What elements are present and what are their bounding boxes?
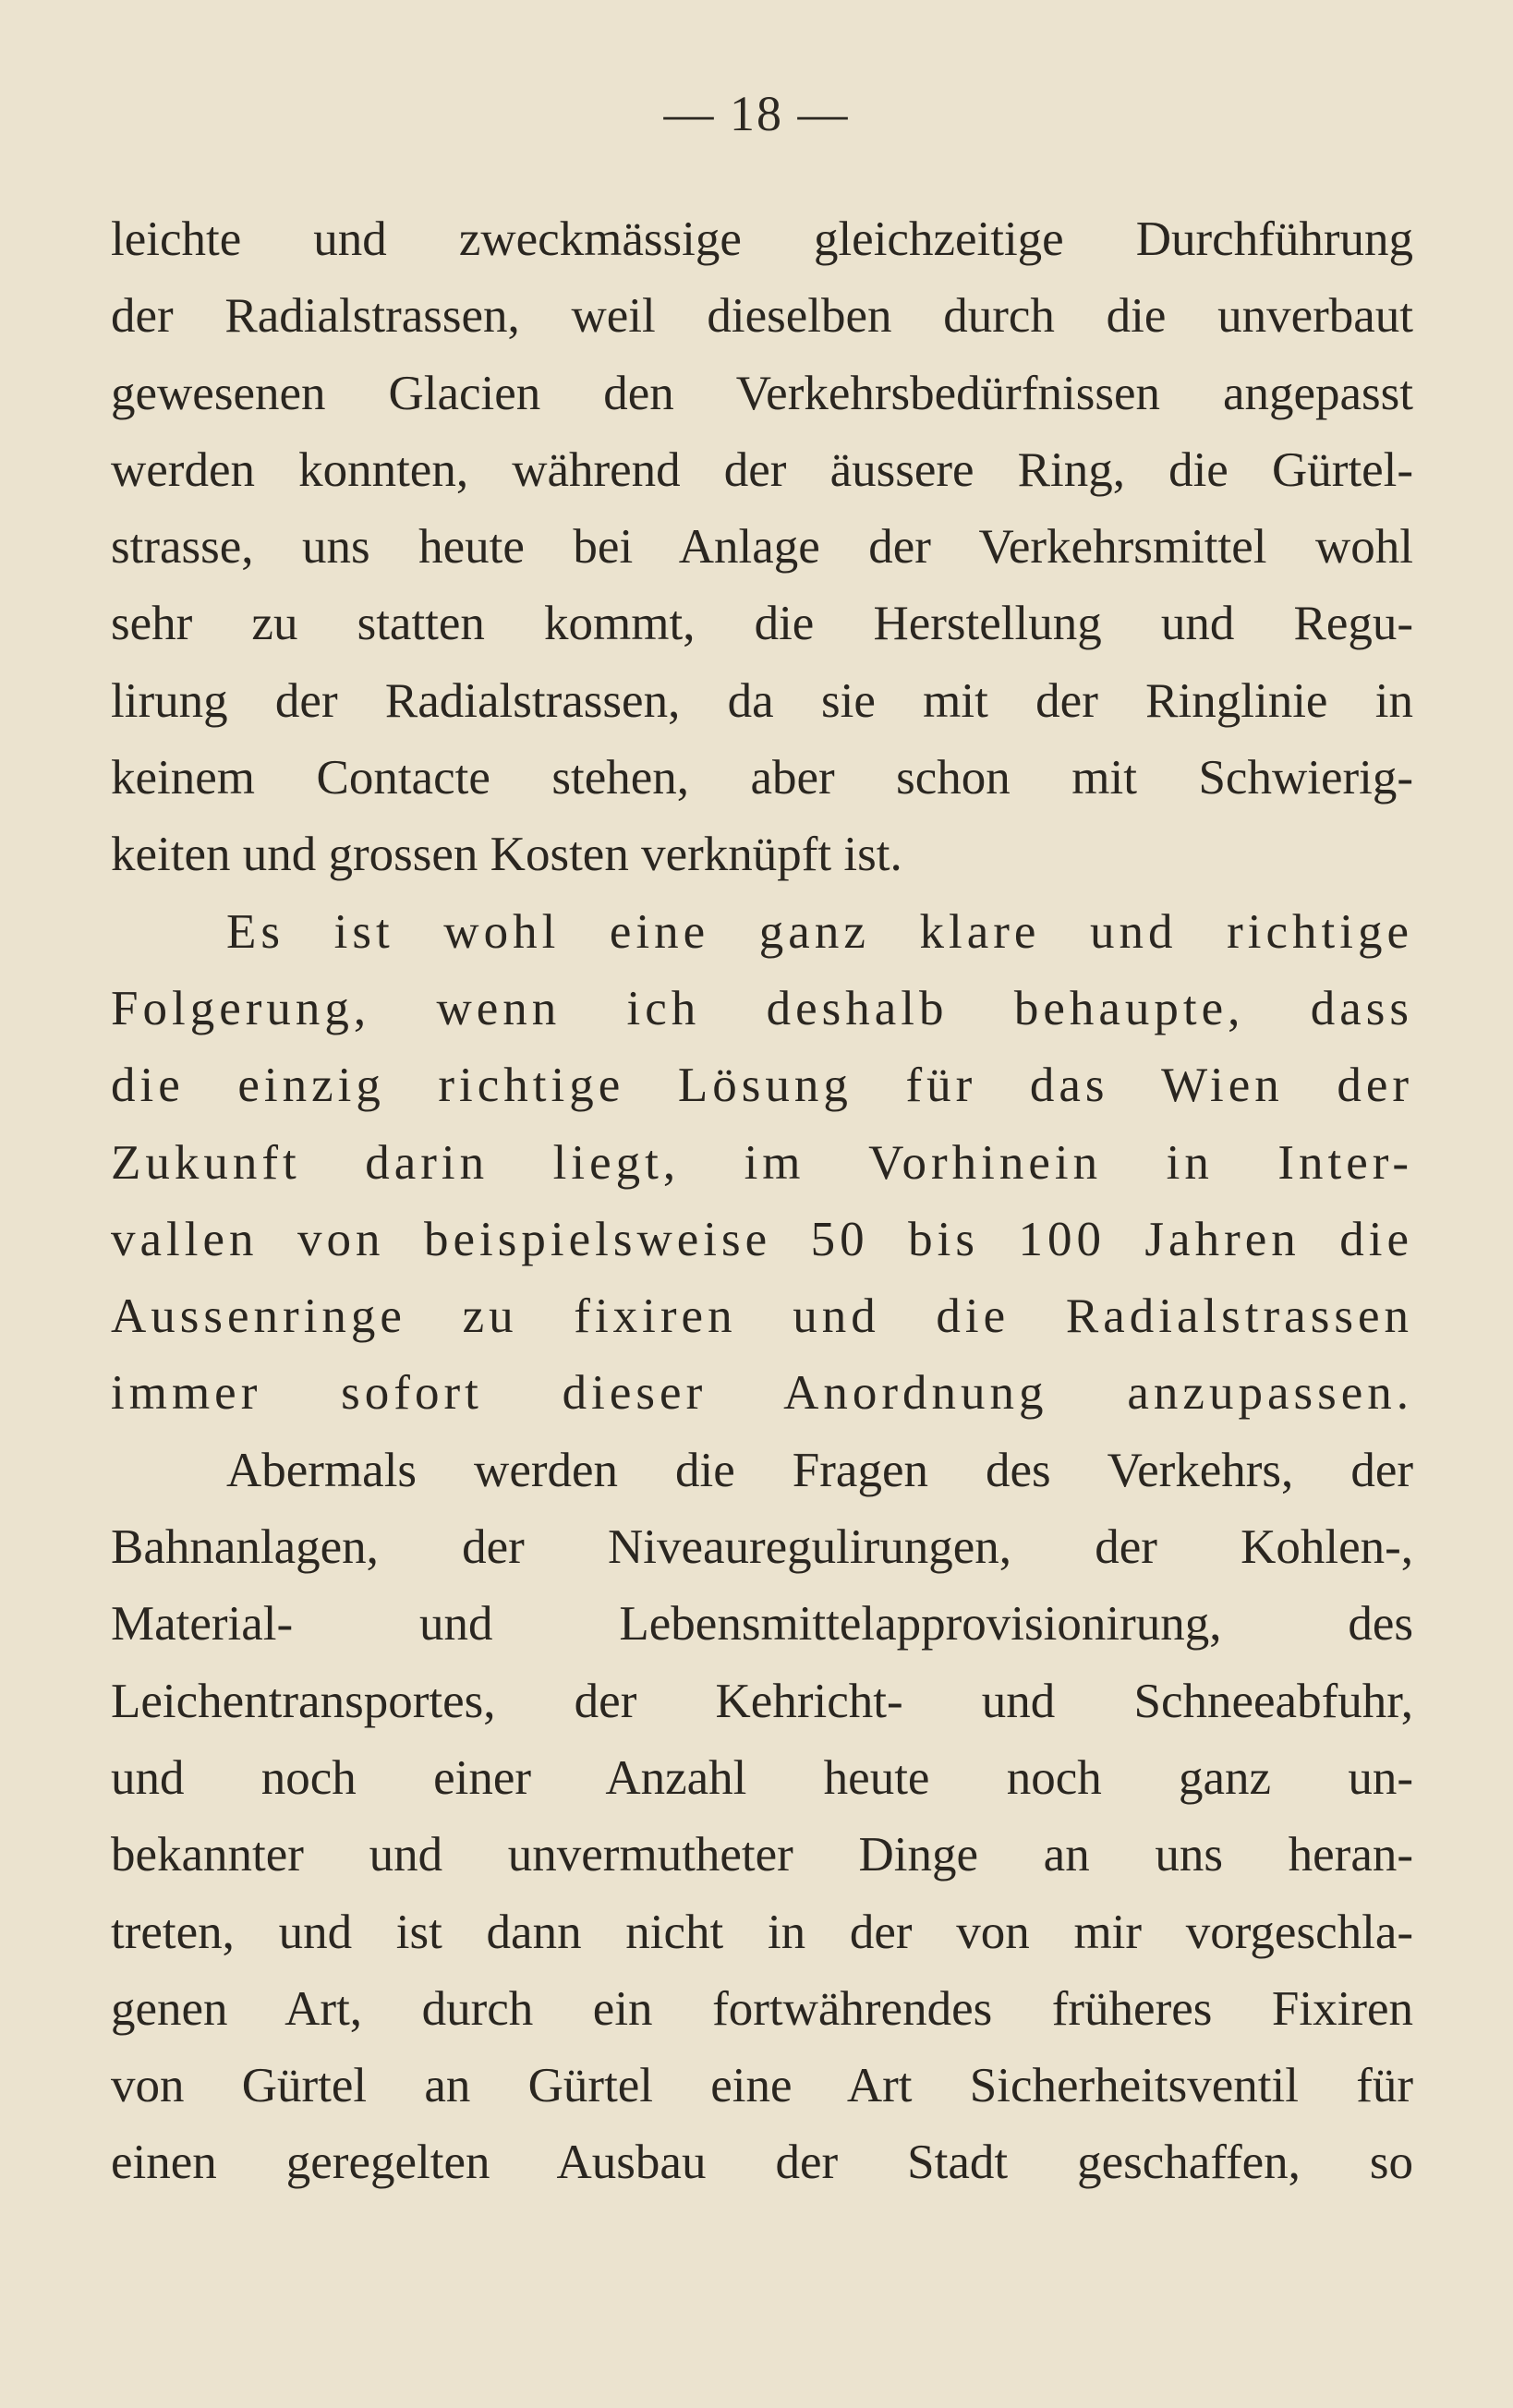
text-line: keinem Contacte stehen, aber schon mit Schwierig- [111, 751, 1413, 805]
text-line: der Radialstrassen, weil dieselben durch die unverbaut [111, 289, 1413, 344]
text-line: lirung der Radialstrassen, da sie mit der Ringlinie in [111, 673, 1413, 728]
text-line: von Gürtel an Gürtel eine Art Sicherheitsventil für [111, 2059, 1413, 2113]
text-line: immer sofort dieser Anordnung anzupassen. [111, 1366, 1413, 1421]
text-line: treten, und ist dann nicht in der von mir vorgeschla- [111, 1905, 1413, 1959]
text-line: Es ist wohl eine ganz klare und richtige [226, 904, 1413, 959]
text-line: leichte und zweckmässige gleichzeitige Durchführung [111, 212, 1413, 266]
text-line: Aussenringe zu fixiren und die Radialstrassen [111, 1289, 1413, 1344]
text-line: sehr zu statten kommt, die Herstellung und Regu- [111, 597, 1413, 651]
text-line: einen geregelten Ausbau der Stadt geschaffen, so [111, 2136, 1413, 2190]
text-line: strasse, uns heute bei Anlage der Verkehrsmittel wohl [111, 520, 1413, 575]
text-line: die einzig richtige Lösung für das Wien der [111, 1059, 1413, 1113]
text-line: vallen von beispielsweise 50 bis 100 Jahren die [111, 1212, 1413, 1266]
text-line: gewesenen Glacien den Verkehrsbedürfnissen angepasst [111, 366, 1413, 420]
body-text [111, 201, 1413, 2202]
text-line: genen Art, durch ein fortwährendes früheres Fixiren [111, 1981, 1413, 2036]
text-line: werden konnten, während der äussere Ring, die Gürtel- [111, 442, 1413, 497]
text-line: keiten und grossen Kosten verknüpft ist. [111, 828, 902, 882]
text-line: Zukunft darin liegt, im Vorhinein in Inter- [111, 1135, 1413, 1190]
text-line: und noch einer Anzahl heute noch ganz un- [111, 1750, 1413, 1805]
text-line: bekannter und unvermutheter Dinge an uns heran- [111, 1828, 1413, 1882]
page-number: — 18 — [663, 86, 850, 141]
text-line: Abermals werden die Fragen des Verkehrs, der [226, 1443, 1413, 1497]
text-line: Bahnanlagen, der Niveauregulirungen, der Kohlen-, [111, 1520, 1413, 1575]
text-line: Material- und Lebensmittelapprovisionirung, des [111, 1597, 1413, 1652]
text-line: Folgerung, wenn ich deshalb behaupte, dass [111, 981, 1413, 1035]
text-line: Leichentransportes, der Kehricht- und Schneeabfuhr, [111, 1674, 1413, 1728]
